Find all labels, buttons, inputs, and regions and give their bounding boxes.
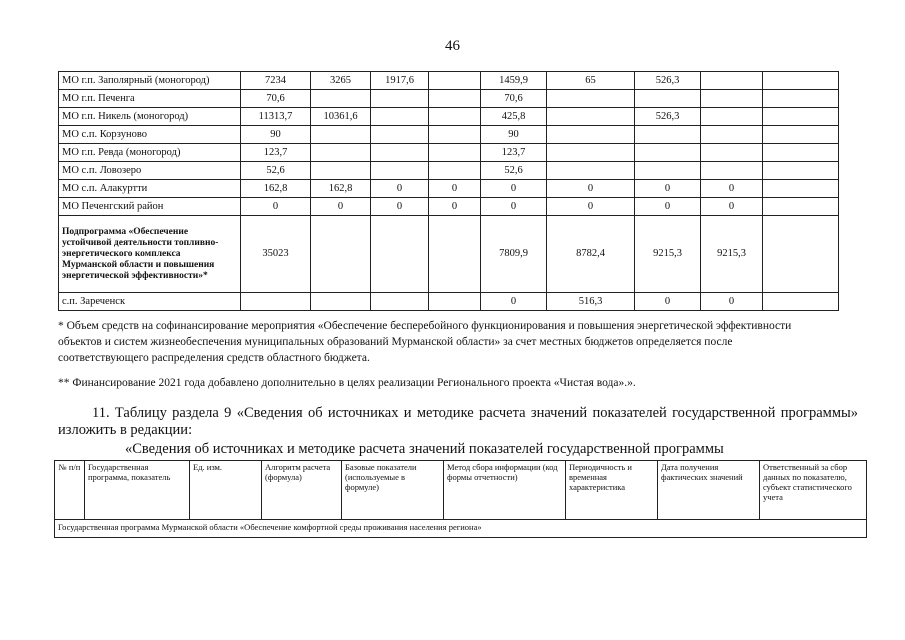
cell	[311, 293, 371, 311]
cell	[311, 216, 371, 293]
cell	[429, 216, 481, 293]
table-row	[59, 108, 839, 126]
cell	[241, 293, 311, 311]
cell	[429, 108, 481, 126]
funding-table	[58, 71, 839, 311]
cell	[701, 90, 763, 108]
cell: 0	[547, 180, 635, 198]
cell	[763, 293, 839, 311]
cell	[371, 144, 429, 162]
cell: 0	[429, 180, 481, 198]
row-label: МО Печенгский район	[59, 198, 241, 216]
cell	[547, 144, 635, 162]
cell	[701, 108, 763, 126]
cell	[547, 126, 635, 144]
cell	[763, 108, 839, 126]
cell	[429, 126, 481, 144]
cell	[701, 144, 763, 162]
cell: 526,3	[635, 72, 701, 90]
cell	[547, 108, 635, 126]
cell	[763, 126, 839, 144]
page-number: 46	[445, 38, 460, 54]
cell	[311, 144, 371, 162]
cell	[701, 126, 763, 144]
subprogram-label: Подпрограмма «Обеспечение устойчивой деятельности топливно-энергетического комплекса Мурманской области и повышения энергетической эффективности»*	[59, 216, 241, 293]
cell	[763, 90, 839, 108]
cell: 10361,6	[311, 108, 371, 126]
cell: 3265	[311, 72, 371, 90]
cell: 516,3	[547, 293, 635, 311]
cell	[311, 90, 371, 108]
table-title: «Сведения об источниках и методике расчета значений показателей государственной программы	[125, 441, 724, 457]
table-row	[59, 126, 839, 144]
cell: 162,8	[241, 180, 311, 198]
cell	[635, 144, 701, 162]
cell	[763, 144, 839, 162]
cell: 9215,3	[701, 216, 763, 293]
cell: 0	[701, 198, 763, 216]
cell	[763, 216, 839, 293]
cell: 425,8	[481, 108, 547, 126]
cell: 0	[371, 180, 429, 198]
header-cell: Периодичность и временная характеристика	[566, 461, 658, 520]
table-row	[55, 520, 867, 538]
cell	[635, 126, 701, 144]
header-cell: Базовые показатели (используемые в формуле)	[342, 461, 444, 520]
cell: 52,6	[481, 162, 547, 180]
cell	[429, 162, 481, 180]
cell: 1459,9	[481, 72, 547, 90]
footnote-cofinancing: * Объем средств на софинансирование мероприятия «Обеспечение бесперебойного функционирования и повышения энергетической эффективности объектов и систем жизнеобеспечения муниципальных образований Мурманской области» за счет местных бюджетов определяется после соответствующего распределения средств областного бюджета.	[58, 320, 792, 364]
cell	[635, 90, 701, 108]
amendment-paragraph: 11. Таблицу раздела 9 «Сведения об источниках и методике расчета значений показателей государственной программы» изложить в редакции:	[58, 405, 858, 438]
program-row-cell: Государственная программа Мурманской области «Обеспечение комфортной среды проживания населения региона»	[55, 520, 867, 538]
cell: 0	[635, 198, 701, 216]
cell	[371, 162, 429, 180]
cell	[429, 293, 481, 311]
cell: 7809,9	[481, 216, 547, 293]
table-header-row	[55, 461, 867, 520]
header-cell: Метод сбора информации (код формы отчетности)	[444, 461, 566, 520]
row-label: МО г.п. Ревда (моногород)	[59, 144, 241, 162]
cell: 0	[547, 198, 635, 216]
header-cell: Ед. изм.	[190, 461, 262, 520]
row-label: МО г.п. Печенга	[59, 90, 241, 108]
cell	[763, 198, 839, 216]
cell	[429, 90, 481, 108]
table-row	[59, 144, 839, 162]
cell	[429, 72, 481, 90]
cell	[763, 72, 839, 90]
cell: 0	[241, 198, 311, 216]
cell	[371, 108, 429, 126]
cell: 162,8	[311, 180, 371, 198]
cell: 0	[701, 293, 763, 311]
cell: 7234	[241, 72, 311, 90]
cell	[701, 162, 763, 180]
cell: 8782,4	[547, 216, 635, 293]
cell	[371, 216, 429, 293]
cell: 9215,3	[635, 216, 701, 293]
cell	[763, 162, 839, 180]
indicator-sources-table	[54, 460, 867, 538]
subprogram-row	[59, 216, 839, 293]
cell: 0	[311, 198, 371, 216]
cell	[763, 180, 839, 198]
cell: 0	[429, 198, 481, 216]
cell: 0	[371, 198, 429, 216]
cell	[429, 144, 481, 162]
cell: 70,6	[481, 90, 547, 108]
cell	[547, 90, 635, 108]
cell: 123,7	[241, 144, 311, 162]
cell: 65	[547, 72, 635, 90]
cell: 0	[481, 180, 547, 198]
row-label: МО г.п. Заполярный (моногород)	[59, 72, 241, 90]
table-row	[59, 180, 839, 198]
cell: 0	[481, 198, 547, 216]
row-label: МО г.п. Никель (моногород)	[59, 108, 241, 126]
cell	[547, 162, 635, 180]
cell: 123,7	[481, 144, 547, 162]
cell	[371, 90, 429, 108]
row-label: с.п. Зареченск	[59, 293, 241, 311]
row-label: МО с.п. Алакуртти	[59, 180, 241, 198]
table-row	[59, 293, 839, 311]
header-cell: Государственная программа, показатель	[85, 461, 190, 520]
header-cell: Дата получения фактических значений	[658, 461, 760, 520]
cell	[311, 126, 371, 144]
header-cell: Алгоритм расчета (формула)	[262, 461, 342, 520]
cell: 0	[635, 293, 701, 311]
cell: 52,6	[241, 162, 311, 180]
cell: 90	[241, 126, 311, 144]
cell: 11313,7	[241, 108, 311, 126]
cell: 0	[635, 180, 701, 198]
cell	[635, 162, 701, 180]
row-label: МО с.п. Корзуново	[59, 126, 241, 144]
table-row	[59, 198, 839, 216]
cell: 90	[481, 126, 547, 144]
cell: 70,6	[241, 90, 311, 108]
cell: 0	[701, 180, 763, 198]
cell: 1917,6	[371, 72, 429, 90]
header-cell: № п/п	[55, 461, 85, 520]
footnote-2021-funding: ** Финансирование 2021 года добавлено дополнительно в целях реализации Регионального проекта «Чистая вода».».	[58, 377, 636, 389]
table-row	[59, 162, 839, 180]
header-cell: Ответственный за сбор данных по показателю, субъект статистического учета	[760, 461, 867, 520]
cell	[311, 162, 371, 180]
table-row	[59, 90, 839, 108]
table-row	[59, 72, 839, 90]
cell	[371, 293, 429, 311]
cell: 0	[481, 293, 547, 311]
cell: 526,3	[635, 108, 701, 126]
cell: 35023	[241, 216, 311, 293]
cell	[701, 72, 763, 90]
row-label: МО с.п. Ловозеро	[59, 162, 241, 180]
cell	[371, 126, 429, 144]
